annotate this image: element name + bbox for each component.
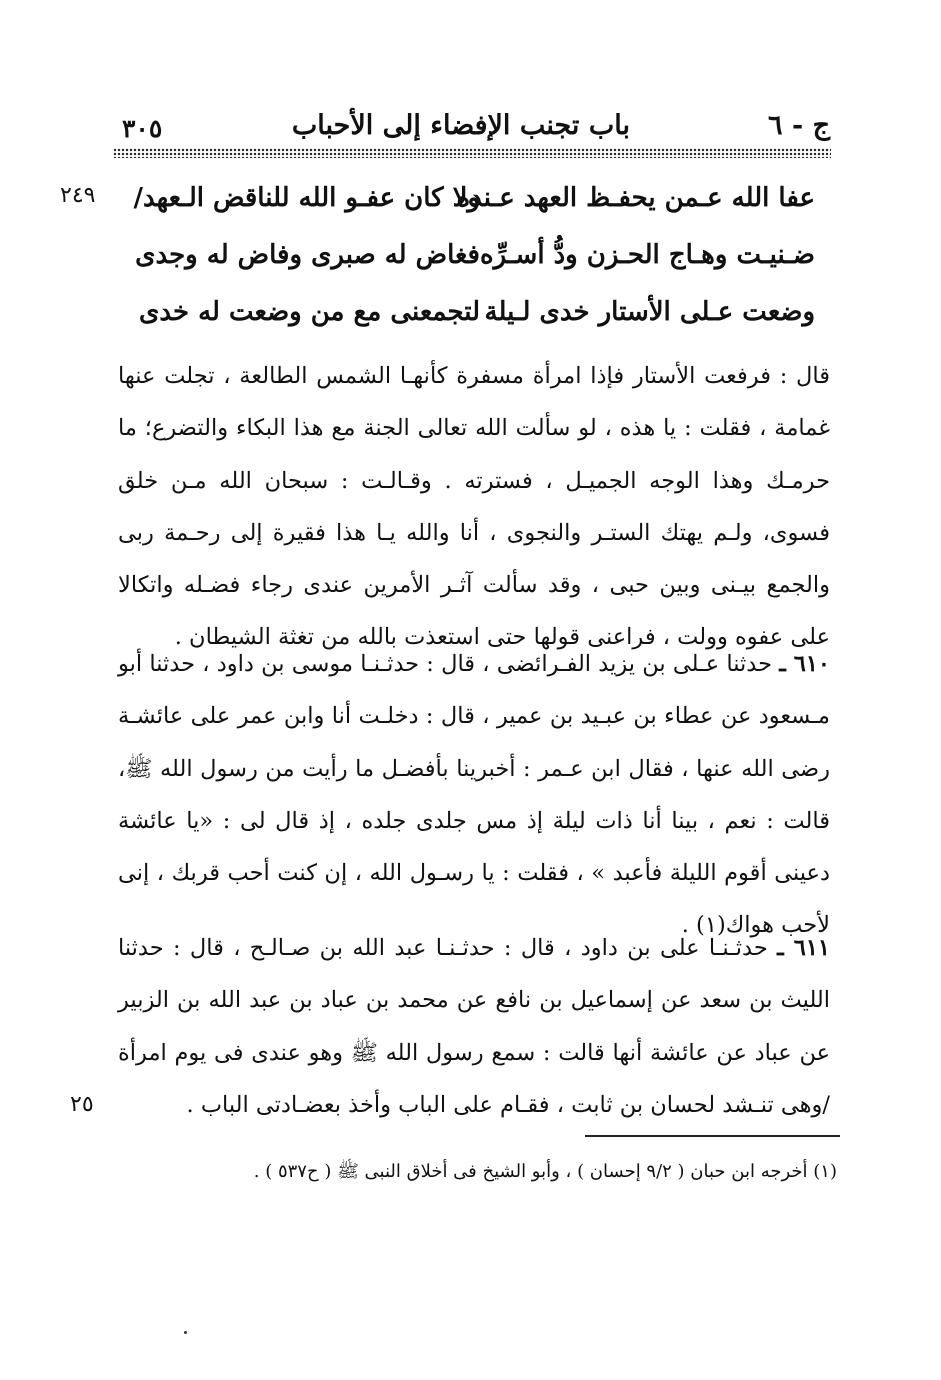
- page-number: ٣٠٥: [122, 114, 163, 143]
- hadith-number: ٦١٠ ـ: [779, 651, 830, 677]
- margin-reference: ٢٤٩: [60, 183, 96, 208]
- running-header: [110, 110, 845, 150]
- verse-second-hemistich: لتجمعنى مع من وضعت له خدى: [138, 297, 480, 327]
- header-divider: [113, 148, 831, 158]
- verse-second-hemistich: ولا كان عفـو الله للناقض الـعهد/: [133, 183, 480, 213]
- hadith-number: ٦١١ ـ: [777, 935, 830, 961]
- chapter-title: باب تجنب الإفضاء إلى الأحباب: [291, 110, 630, 141]
- verse-second-hemistich: فغاض له صبرى وفاض له وجدى: [135, 240, 480, 270]
- paragraph-text: قال : فرفعت الأستار فإذا امرأة مسفرة كأنهـا الشمس الطالعة ، تجلت عنها غمامة ، فقلت : يا هذه ، لو سألت الله تعالى الجنة مع هذا البكاء والتضرع؛ ما حرمـك وهذا الوجه الجميـل ، فسترته . وقـالـت : سبحان الله مـن خلق فسوى، ولـم يهتك الستـر والنجوى ، أنا والله يـا هذا فقيرة إلى رحـمة ربى والجمع بيـنى وبين حبى ، وقد سألت آثـر الأمرين عندى رجاء فضـله واتكالا على عفوه وولت ، فراعنى قولها حتى استعذت بالله من تغثة الشيطان .: [118, 363, 830, 651]
- footnote: (١) أخرجه ابن حبان ( ٩/٢ إحسان ) ، وأبو الشيخ فى أخلاق النبى ﷺ ( ح٥٣٧ ) .: [253, 1161, 837, 1182]
- poem-verse: [60, 240, 820, 292]
- paragraph-text: حدثـنـا على بن داود ، قال : حدثـنـا عبد الله بن صـالـح ، قال : حدثنا الليث بن سعد عن إسماعيل بن نافع عن محمد بن عباد بن عبد الله بن الزبير عن عباد عن عائشة أنها قالت : سمع رسول الله ﷺ وهو عندى فى يوم امرأة /وهى تنـشد لحسان بن ثابت ، فقـام على الباب وأخذ بعضـادتى الباب .: [118, 935, 830, 1118]
- margin-reference: ٢٥: [70, 1091, 94, 1117]
- scan-speck: [184, 1331, 187, 1334]
- verse-first-hemistich: وضعت عـلى الأستار خدى لـيلة: [484, 297, 815, 327]
- volume-label: ج - ٦: [768, 110, 830, 141]
- poem-verse: [60, 183, 820, 235]
- verse-first-hemistich: ضـنيـت وهـاج الحـزن ودُّ أسـرِّه: [479, 240, 815, 270]
- hadith-paragraph-610: [118, 638, 830, 952]
- narrative-paragraph: [118, 350, 830, 664]
- poem-verse: [60, 297, 820, 349]
- verse-first-hemistich: عفا الله عـمن يحفـظ العهد عـنده: [456, 183, 815, 213]
- hadith-paragraph-611: [70, 922, 830, 1131]
- footnote-divider: [585, 1135, 840, 1137]
- paragraph-text: حدثنا عـلى بن يزيد الفـرائضى ، قال : حدثـنـا موسى بن داود ، حدثنا أبو مـسعود عن عطاء بن عبـيد بن عمير ، قال : دخلـت أنا وابن عمر على عائشـة رضى الله عنها ، فقال ابن عـمر : أخبرينا بأفضـل ما رأيت من رسول الله ﷺ، قالت : نعم ، بينا أنا ذات ليلة إذ مس جلدى جلده ، إذ قال لى : «يا عائشة دعينى أقوم الليلة فأعبد » ، فقلت : يا رسـول الله ، إن كنت أحب قربك ، إنى لأحب هواك(١) .: [118, 651, 830, 939]
